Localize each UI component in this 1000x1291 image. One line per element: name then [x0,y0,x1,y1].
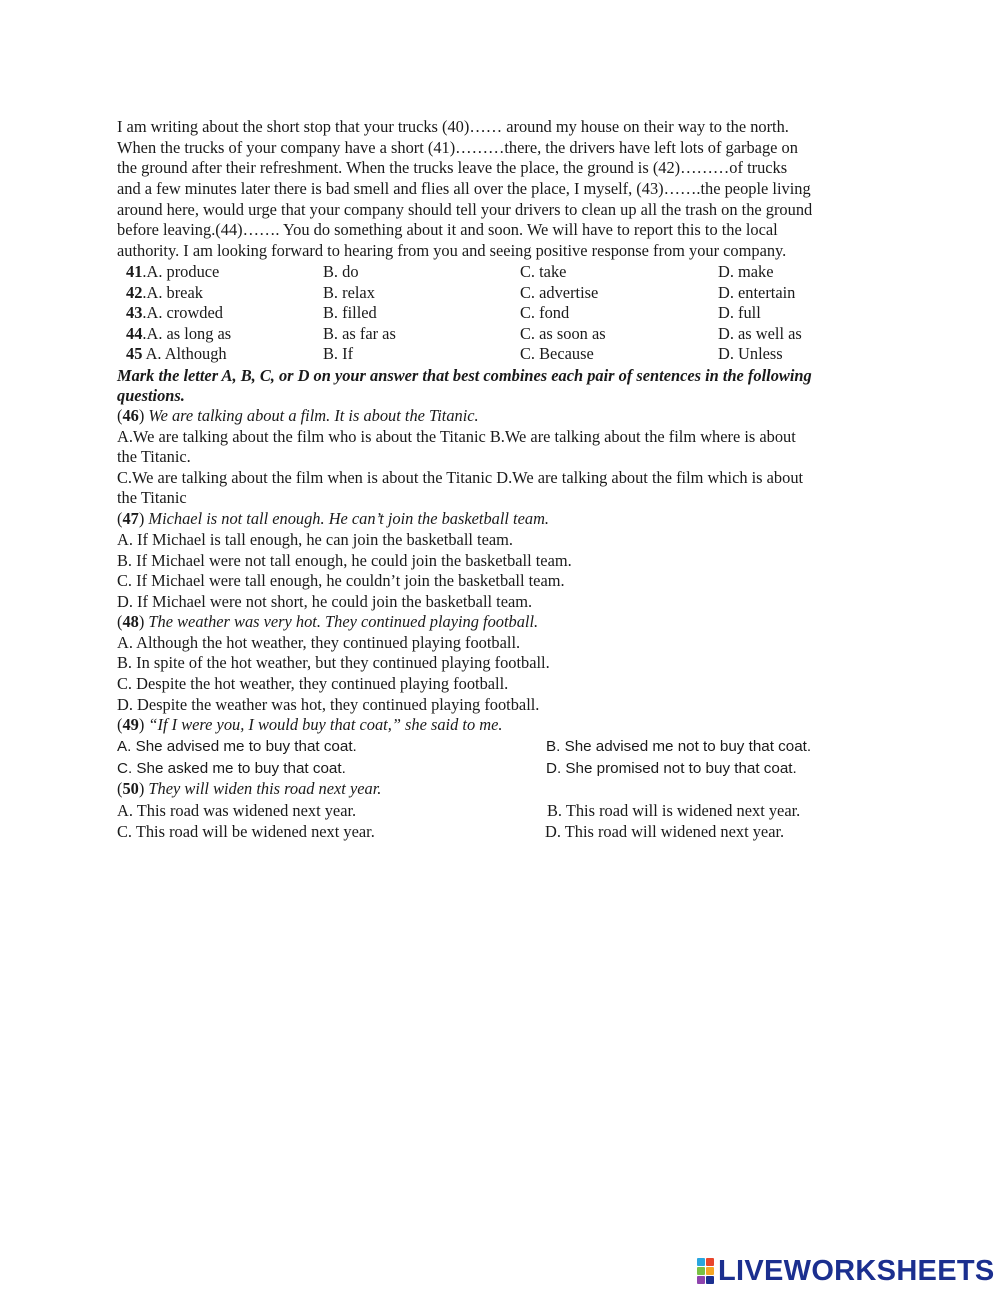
question-48-option-d: D. Despite the weather was hot, they continued playing football. [117,695,540,714]
question-50-option-d: D. This road will widened next year. [545,822,785,841]
question-49-option-a: A. She advised me to buy that coat. [117,738,357,755]
question-47-option-b: B. If Michael were not tall enough, he could join the basketball team. [117,551,572,570]
question-41-option-d: D. make [718,262,774,281]
question-46-prompt: (46) We are talking about a film. It is about the Titanic. [117,406,479,425]
question-48-option-c: C. Despite the hot weather, they continued playing football. [117,674,509,693]
question-46-line: C.We are talking about the film when is about the Titanic D.We are talking about the film which is about [117,468,804,487]
passage-line: and a few minutes later there is bad smell and flies all over the place, I myself, (43)…….the people living [117,179,811,198]
question-46-line: the Titanic [117,488,187,507]
question-44-option-d: D. as well as [718,324,802,343]
question-50-option-a: A. This road was widened next year. [117,801,357,820]
option-text: .A. as long as [142,324,232,343]
question-44-option-b: B. as far as [323,324,396,343]
question-43-option-a [126,303,223,323]
question-42-option-b: B. relax [323,283,375,302]
question-48-option-b: B. In spite of the hot weather, but they continued playing football. [117,653,550,672]
question-49-option-c: C. She asked me to buy that coat. [117,760,346,777]
question-48-prompt: (48) The weather was very hot. They continued playing football. [117,612,539,631]
question-45-option-a [126,344,227,364]
passage-line: the ground after their refreshment. When the trucks leave the place, the ground is (42)………of trucks [117,158,788,177]
question-44-option-a [126,324,231,344]
question-number: 45 [126,344,143,363]
question-41-option-b: B. do [323,262,359,281]
question-43-option-d: D. full [718,303,761,322]
question-number: 43 [126,303,143,322]
passage-line: before leaving.(44)……. You do something about it and soon. We will have to report this to the local [117,220,778,239]
question-46-line: A.We are talking about the film who is about the Titanic B.We are talking about the film where is about [117,427,796,446]
question-50-prompt: (50) They will widen this road next year. [117,779,382,798]
question-number: 41 [126,262,143,281]
question-47-option-a: A. If Michael is tall enough, he can join the basketball team. [117,530,513,549]
option-text: .A. crowded [142,303,223,322]
question-43-option-c: C. fond [520,303,570,322]
question-45-option-c: C. Because [520,344,594,363]
question-43-option-b: B. filled [323,303,377,322]
passage-line: around here, would urge that your company should tell your drivers to clean up all the trash on the ground [117,200,813,219]
option-text: A. Although [142,344,227,363]
question-42-option-a [126,283,203,303]
passage-line: When the trucks of your company have a short (41)………there, the drivers have left lots of garbage on [117,138,798,157]
passage-line: I am writing about the short stop that your trucks (40)…… around my house on their way to the north. [117,117,789,136]
question-50-option-c: C. This road will be widened next year. [117,822,375,841]
question-44-option-c: C. as soon as [520,324,606,343]
question-45-option-d: D. Unless [718,344,783,363]
option-text: .A. break [142,283,203,302]
liveworksheets-logo-text: LIVEWORKSHEETS [718,1255,995,1287]
question-41-option-c: C. take [520,262,567,281]
instruction-line: questions. [117,386,185,405]
question-41-option-a [126,262,219,282]
question-47-prompt: (47) Michael is not tall enough. He can’t join the basketball team. [117,509,550,528]
question-48-option-a: A. Although the hot weather, they continued playing football. [117,633,521,652]
question-number: 42 [126,283,143,302]
question-49-option-b: B. She advised me not to buy that coat. [546,738,812,755]
question-47-option-c: C. If Michael were tall enough, he couldn’t join the basketball team. [117,571,565,590]
question-42-option-c: C. advertise [520,283,599,302]
question-50-option-b: B. This road will is widened next year. [547,801,801,820]
question-45-option-b: B. If [323,344,354,363]
instruction-line: Mark the letter A, B, C, or D on your answer that best combines each pair of sentences in the following [117,366,812,385]
question-49-option-d: D. She promised not to buy that coat. [546,760,797,777]
question-47-option-d: D. If Michael were not short, he could join the basketball team. [117,592,533,611]
question-number: 44 [126,324,143,343]
question-49-prompt: (49) “If I were you, I would buy that coat,” she said to me. [117,715,503,734]
liveworksheets-logo-icon [697,1258,714,1284]
liveworksheets-logo [697,1257,995,1285]
passage-line: authority. I am looking forward to hearing from you and seeing positive response from your company. [117,241,787,260]
question-46-line: the Titanic. [117,447,191,466]
option-text: .A. produce [142,262,220,281]
question-42-option-d: D. entertain [718,283,796,302]
